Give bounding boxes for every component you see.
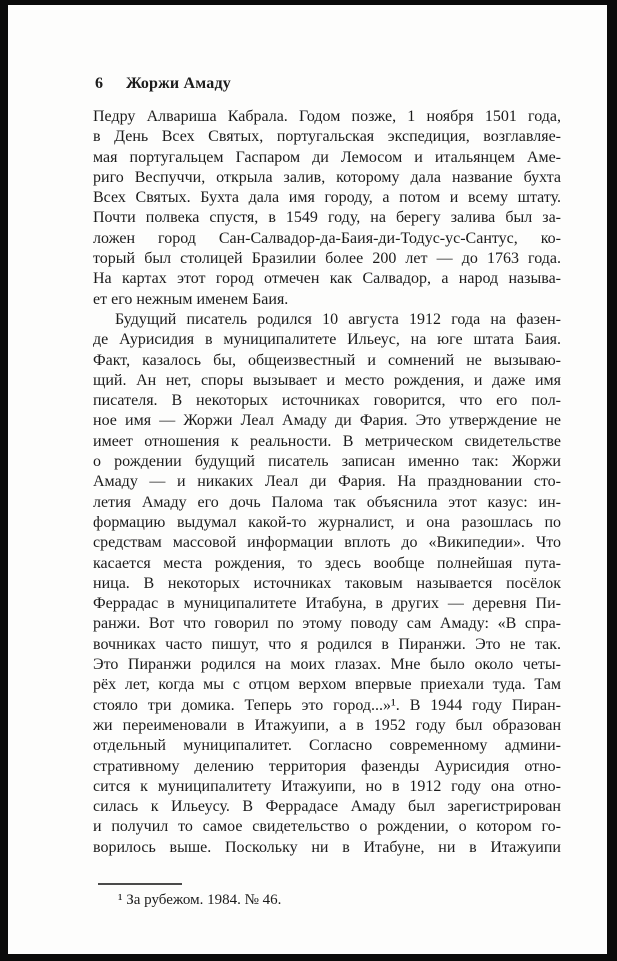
- footnote-text: ¹ За рубежом. 1984. № 46.: [118, 892, 282, 908]
- text-line: жи переименовали в Итажуипи, а в 1952 году был образован: [93, 716, 561, 734]
- running-head: [95, 75, 563, 93]
- body-text: [93, 107, 561, 858]
- text-line: мая португальцем Гаспаром ди Лемосом и итальянцем Аме-: [93, 148, 561, 166]
- text-line: де Аурисидия в муниципалитете Ильеус, на юге штата Баия.: [93, 331, 561, 349]
- text-line: в День Всех Святых, португальская экспедиция, возглавляе-: [93, 128, 561, 146]
- text-line: Всех Святых. Бухта дала имя городу, а потом и всему штату.: [93, 189, 561, 207]
- text-line: рёх лет, когда мы с отцом верхом впервые приехали туда. Там: [93, 676, 561, 694]
- page-number: 6: [95, 75, 103, 92]
- text-line: Будущий писатель родился 10 августа 1912 года на фазен-: [115, 310, 561, 328]
- text-line: Феррадас в муниципалитете Итабуна, в других — деревня Пи-: [93, 595, 561, 613]
- text-line: торый был столицей Бразилии более 200 лет — до 1763 года.: [93, 250, 561, 268]
- text-line: имеет отношения к реальности. В метрическом свидетельстве: [93, 432, 561, 450]
- text-line: Педру Алвариша Кабрала. Годом позже, 1 ноября 1501 года,: [93, 108, 561, 125]
- text-line: Факт, казалось бы, общеизвестный и сомнений не вызываю-: [93, 351, 561, 369]
- book-page: [8, 5, 607, 954]
- text-line: сится к муниципалитету Итажуипи, но в 1912 году она отно-: [93, 777, 561, 795]
- text-line: ложен город Сан-Салвадор-да-Баия-ди-Тодус-ус-Сантус, ко-: [93, 229, 561, 247]
- text-line: ранжи. Вот что говорил по этому поводу сам Амаду: «В спра-: [93, 615, 561, 633]
- text-line: писателя. В некоторых источниках говорится, что его пол-: [93, 392, 561, 410]
- text-line: ное имя — Жоржи Леал Амаду ди Фария. Это утверждение не: [93, 412, 561, 430]
- text-line: На картах этот город отмечен как Салвадор, а народ называ-: [93, 270, 561, 288]
- text-line: щий. Ан нет, споры вызывает и место рождения, и даже имя: [93, 371, 561, 389]
- text-line: средствам массовой информации вплоть до «Википедии». Что: [93, 534, 561, 552]
- text-line: формацию выдумал какой-то журналист, и она разошлась по: [93, 513, 561, 531]
- text-line: стояло три домика. Теперь это город...»¹. В 1944 году Пиран-: [93, 696, 561, 714]
- text-line: Амаду — и никаких Леал ди Фария. На праздновании сто-: [93, 473, 561, 491]
- text-line: риго Веспуччи, открыла залив, которому дала название бухта: [93, 168, 561, 186]
- text-line: и получил то самое свидетельство о рождении, о котором го-: [93, 818, 561, 836]
- text-line: стративному делению территория фазенды Аурисидия отно-: [93, 757, 561, 775]
- text-line: вочниках часто пишут, что я родился в Пиранжи. Это не так.: [93, 635, 561, 653]
- text-line: Почти полвека спустя, в 1549 году, на берегу залива был за-: [93, 209, 561, 227]
- text-line: отдельный муниципалитет. Согласно современному админи-: [93, 737, 561, 755]
- text-line: силась к Ильеусу. В Феррадасе Амаду был зарегистрирован: [93, 798, 561, 816]
- footnote-divider: [98, 883, 182, 885]
- text-line: Это Пиранжи родился на моих глазах. Мне было около четы-: [93, 656, 561, 674]
- text-line: летия Амаду его дочь Палома так объяснила этот казус: ин-: [93, 493, 561, 511]
- text-line: касается места рождения, то здесь вообще полнейшая пута-: [93, 554, 561, 572]
- text-line: ница. В некоторых источниках таковым называется посёлок: [93, 574, 561, 592]
- text-line: о рождении будущий писатель записан именно так: Жоржи: [93, 453, 561, 471]
- text-line: ет его нежным именем Баия.: [93, 290, 289, 308]
- running-title: Жоржи Амаду: [126, 75, 231, 92]
- text-line: ворилось выше. Поскольку ни в Итабуне, ни в Итажуипи: [93, 838, 561, 856]
